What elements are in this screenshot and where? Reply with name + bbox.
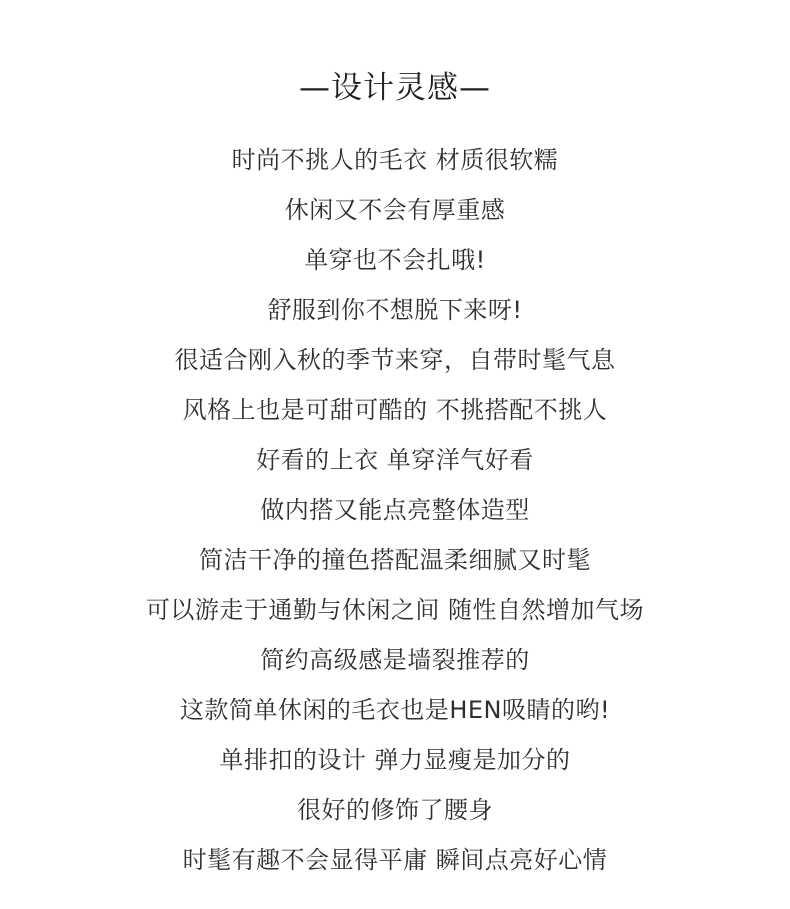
description-line: 这款简单休闲的毛衣也是HEN吸睛的哟! <box>179 696 611 724</box>
description-line: 好看的上衣 单穿洋气好看 <box>256 446 534 474</box>
description-line: 很好的修饰了腰身 <box>297 796 493 824</box>
description-line: 做内搭又能点亮整体造型 <box>260 496 530 524</box>
description-line: 很适合刚入秋的季节来穿，自带时髦气息 <box>174 346 616 374</box>
description-line: 时髦有趣不会显得平庸 瞬间点亮好心情 <box>182 846 608 874</box>
description-line: 休闲又不会有厚重感 <box>284 196 506 224</box>
description-line: 简约高级感是墙裂推荐的 <box>260 646 530 674</box>
description-line: 单排扣的设计 弹力显瘦是加分的 <box>219 746 571 774</box>
description-line: 时尚不挑人的毛衣 材质很软糯 <box>231 146 559 174</box>
description-line: 风格上也是可甜可酷的 不挑搭配不挑人 <box>182 396 608 424</box>
description-line: 简洁干净的撞色搭配温柔细腻又时髦 <box>199 546 591 574</box>
section-title: —设计灵感— <box>299 70 491 106</box>
description-line: 单穿也不会扎哦! <box>304 246 486 274</box>
description-lines <box>0 135 790 885</box>
description-line: 可以游走于通勤与休闲之间 随性自然增加气场 <box>145 596 645 624</box>
description-line: 舒服到你不想脱下来呀! <box>267 296 523 324</box>
